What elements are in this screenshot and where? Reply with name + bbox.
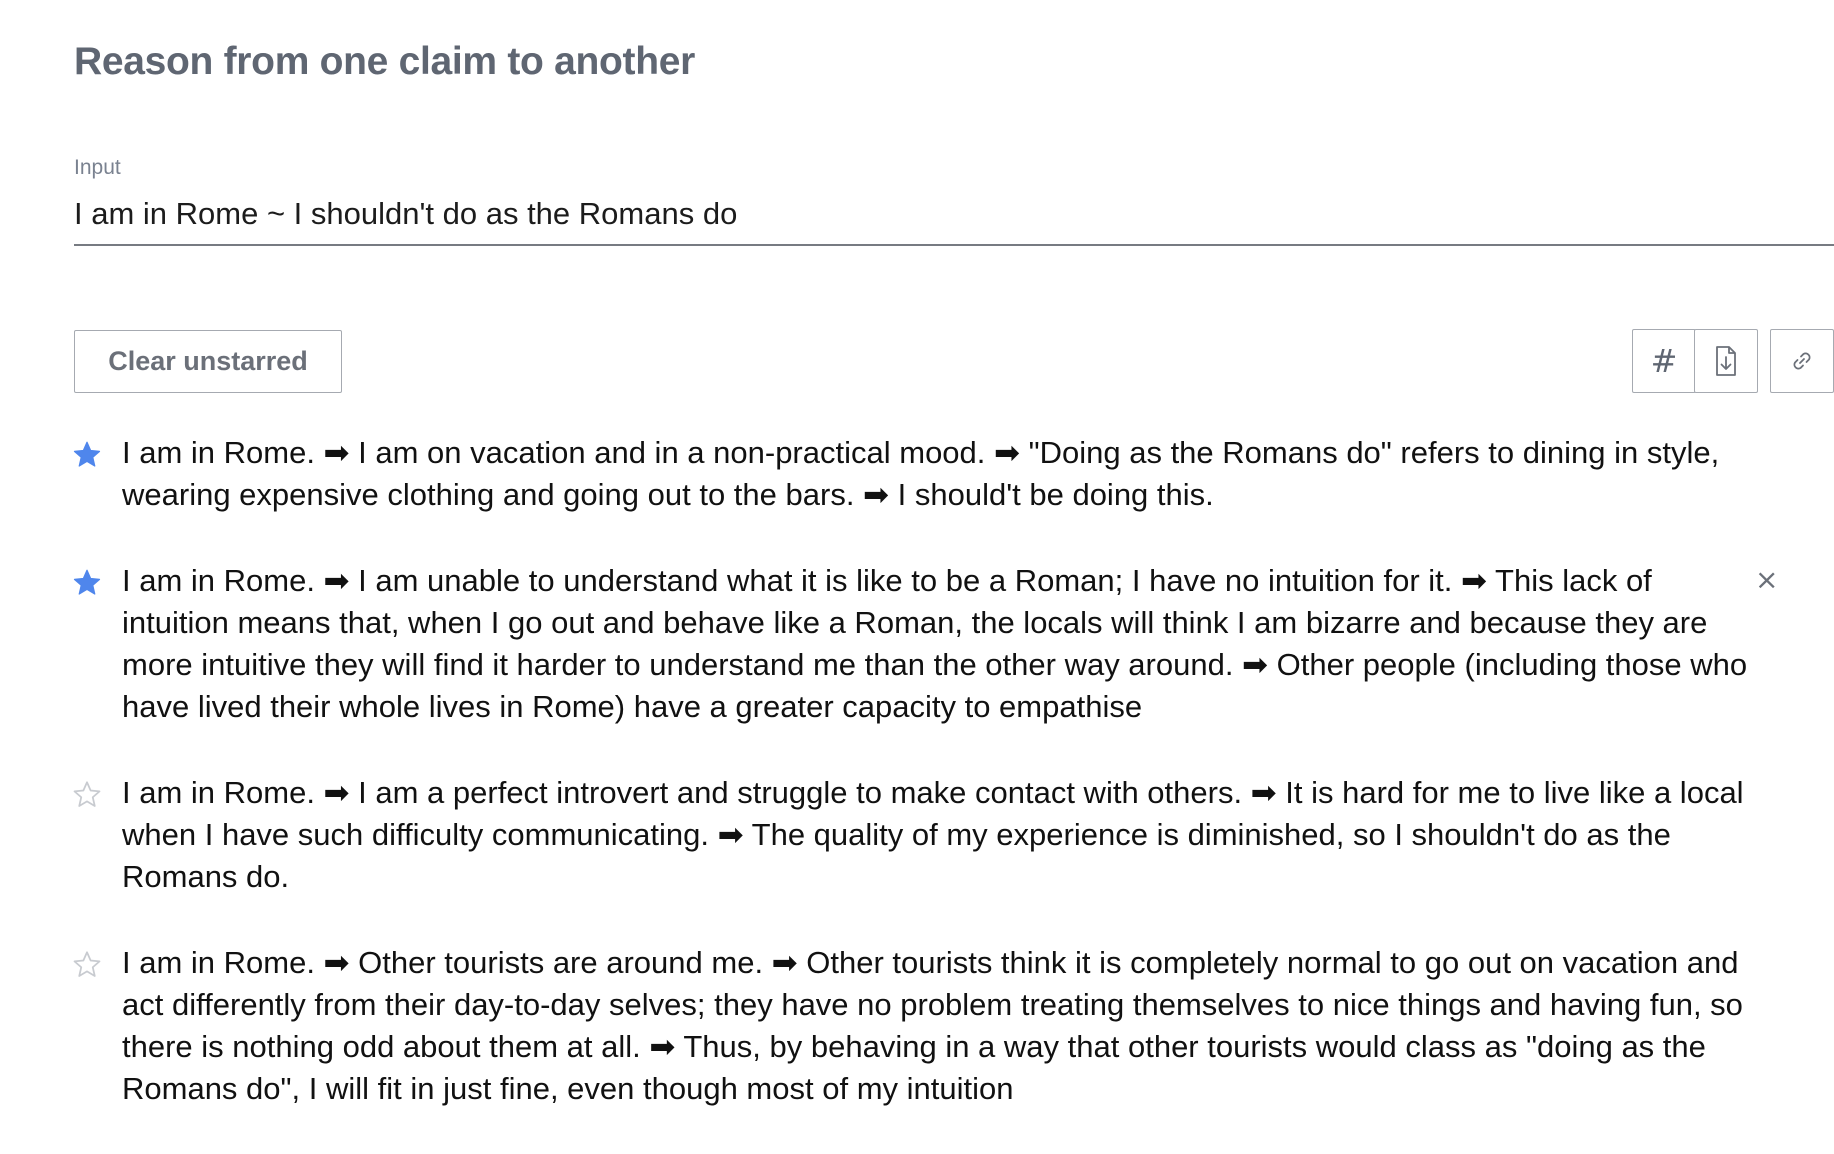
result-item [0,432,1834,516]
download-button[interactable] [1694,329,1758,393]
result-text: I am in Rome. ➡ I am unable to understand what it is like to be a Roman; I have no intuition for it. ➡ This lack of intuition means that, when I go out and behave like a Roman, the locals will think I am bizarre and because they are more intuitive they will find it harder to understand me than the other way around. ➡ Other people (including those who have lived their whole lives in Rome) have a greater capacity to empathise [122,563,1748,724]
page-title: Reason from one claim to another [74,40,696,83]
star-filled-icon[interactable] [72,568,102,598]
numbering-toggle-button[interactable] [1632,329,1696,393]
input-label: Input [74,156,121,179]
star-outline-icon[interactable] [72,950,102,980]
copy-link-button[interactable] [1770,329,1834,393]
star-outline-icon[interactable] [72,780,102,810]
clear-unstarred-button[interactable]: Clear unstarred [74,330,342,393]
result-text: I am in Rome. ➡ I am on vacation and in a non-practical mood. ➡ "Doing as the Romans do" refers to dining in style, wearing expensive clothing and going out to the bars. ➡ I should't be doing this. [122,435,1720,512]
claim-input[interactable] [74,192,1834,246]
result-text: I am in Rome. ➡ Other tourists are around me. ➡ Other tourists think it is completely normal to go out on vacation and act differently from their day-to-day selves; they have no problem treating themselves to nice things and having fun, so there is nothing odd about them at all. ➡ Thus, by behaving in a way that other tourists would class as "doing as the Romans do", I will fit in just fine, even though most of my intuition [122,945,1743,1106]
result-item [0,560,1834,728]
hash-icon: # [1650,342,1678,380]
result-item [0,772,1834,898]
download-file-icon [1714,346,1738,376]
link-icon [1790,349,1814,373]
star-filled-icon[interactable] [72,440,102,470]
results-list [0,432,1834,1154]
result-item [0,942,1834,1110]
result-text: I am in Rome. ➡ I am a perfect introvert and struggle to make contact with others. ➡ It is hard for me to live like a local when I have such difficulty communicating. ➡ The quality of my experience is diminished, so I shouldn't do as the Romans do. [122,775,1744,894]
remove-result-icon[interactable]: × [1755,563,1779,596]
